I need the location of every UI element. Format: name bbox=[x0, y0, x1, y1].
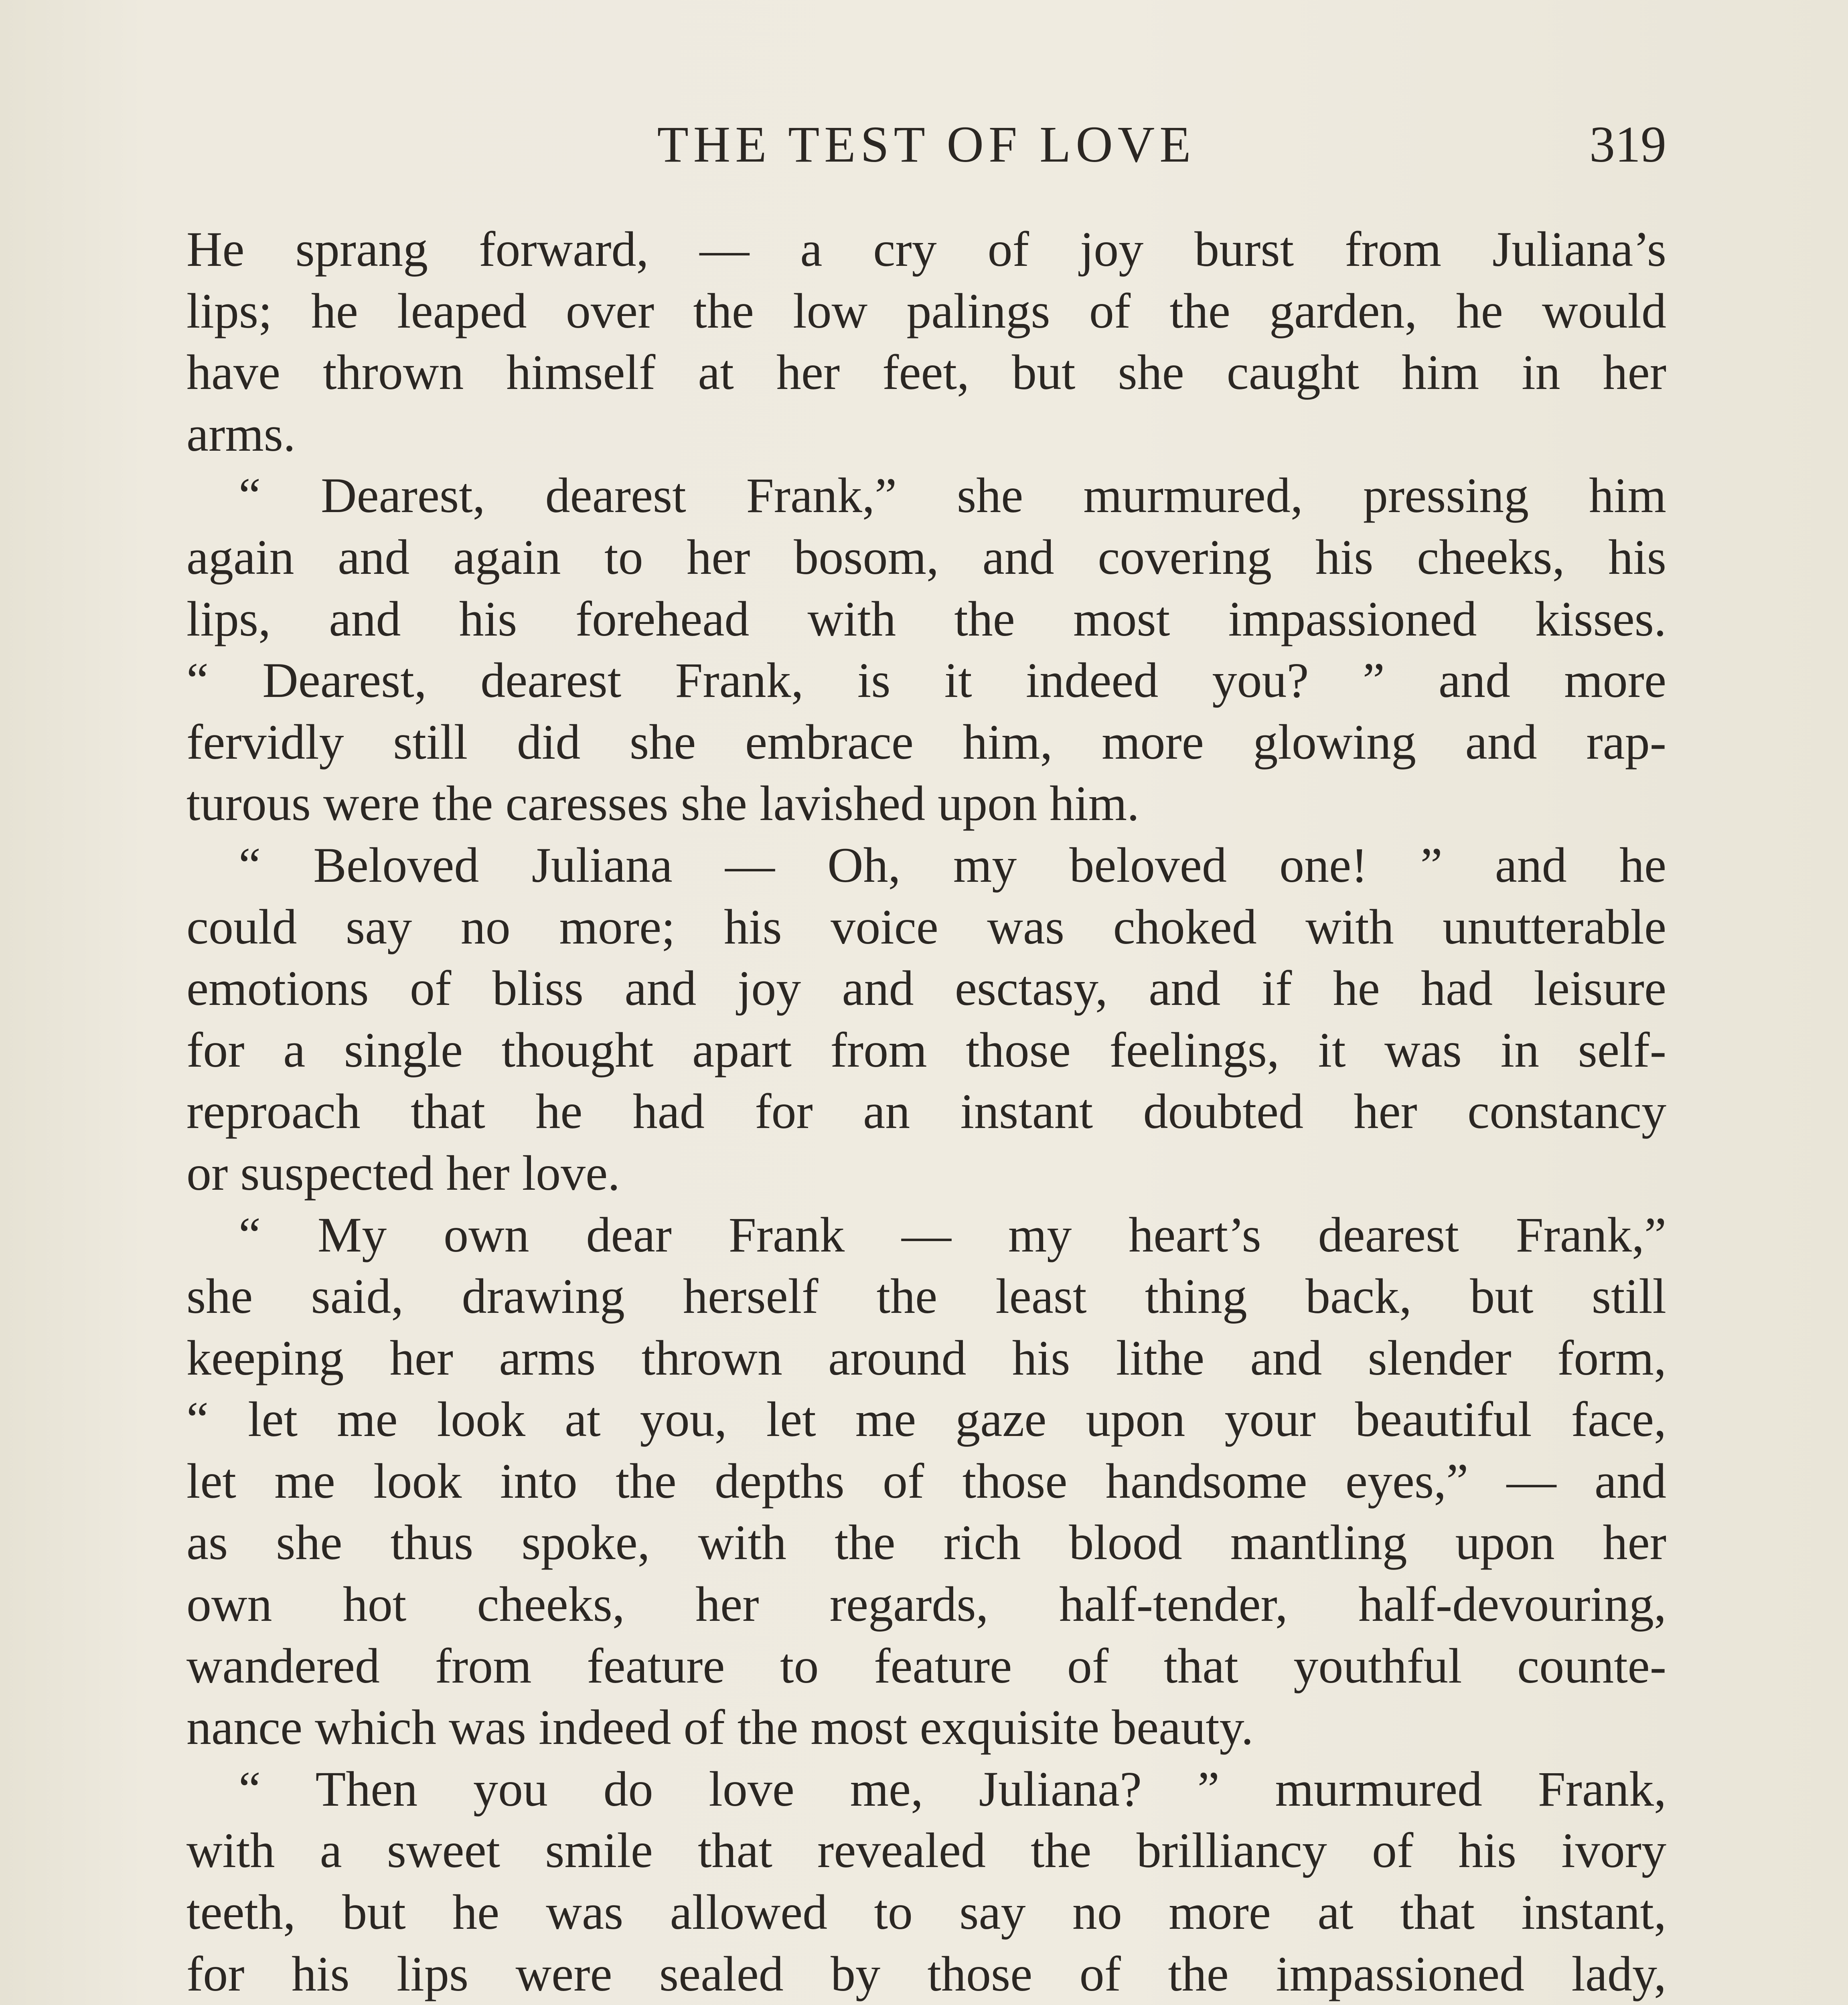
text-line: could say no more; his voice was choked with unutterable bbox=[186, 899, 1666, 954]
text-line: “ let me look at you, let me gaze upon your beautiful face, bbox=[186, 1392, 1666, 1447]
text-line: for his lips were sealed by those of the impassioned lady, bbox=[186, 1946, 1666, 2001]
text-line: as she thus spoke, with the rich blood mantling upon her bbox=[186, 1515, 1666, 1570]
text-line: wandered from feature to feature of that youthful counte- bbox=[186, 1638, 1666, 1693]
text-line: or suspected her love. bbox=[186, 1145, 620, 1201]
running-title: THE TEST OF LOVE bbox=[657, 116, 1196, 173]
running-head bbox=[186, 104, 1666, 184]
text-line: “ Dearest, dearest Frank, is it indeed you? ” and more bbox=[186, 653, 1666, 708]
text-line: again and again to her bosom, and covering his cheeks, his bbox=[186, 529, 1666, 585]
text-line: for a single thought apart from those feelings, it was in self- bbox=[186, 1022, 1666, 1077]
text-line: teeth, but he was allowed to say no more at that instant, bbox=[186, 1885, 1666, 1940]
text-line: “ Beloved Juliana — Oh, my beloved one! ” and he bbox=[239, 837, 1666, 893]
text-line: “ My own dear Frank — my heart’s dearest Frank,” bbox=[239, 1207, 1666, 1262]
text-line: lips, and his forehead with the most impassioned kisses. bbox=[186, 591, 1666, 646]
text-line: reproach that he had for an instant doubted her constancy bbox=[186, 1084, 1666, 1139]
text-line: lips; he leaped over the low palings of the garden, he would bbox=[186, 283, 1666, 338]
text-line: keeping her arms thrown around his lithe and slender form, bbox=[186, 1330, 1666, 1385]
text-line: He sprang forward, — a cry of joy burst from Juliana’s bbox=[186, 222, 1666, 277]
text-line: turous were the caresses she lavished upon him. bbox=[186, 776, 1140, 831]
text-line: arms. bbox=[186, 406, 296, 462]
page-number: 319 bbox=[1589, 116, 1666, 173]
text-line: have thrown himself at her feet, but she caught him in her bbox=[186, 345, 1666, 400]
text-line: fervidly still did she embrace him, more glowing and rap- bbox=[186, 714, 1666, 770]
text-line: “ Dearest, dearest Frank,” she murmured, pressing him bbox=[239, 468, 1666, 523]
text-line: with a sweet smile that revealed the brilliancy of his ivory bbox=[186, 1823, 1666, 1878]
text-line: emotions of bliss and joy and esctasy, and if he had leisure bbox=[186, 961, 1666, 1016]
text-line: nance which was indeed of the most exquisite beauty. bbox=[186, 1700, 1254, 1755]
text-line: let me look into the depths of those handsome eyes,” — and bbox=[186, 1453, 1666, 1509]
text-line: she said, drawing herself the least thing back, but still bbox=[186, 1269, 1666, 1324]
text-line: own hot cheeks, her regards, half-tender, half-devouring, bbox=[186, 1577, 1666, 1632]
text-line: “ Then you do love me, Juliana? ” murmured Frank, bbox=[239, 1761, 1666, 1817]
body-text bbox=[186, 219, 1666, 2005]
